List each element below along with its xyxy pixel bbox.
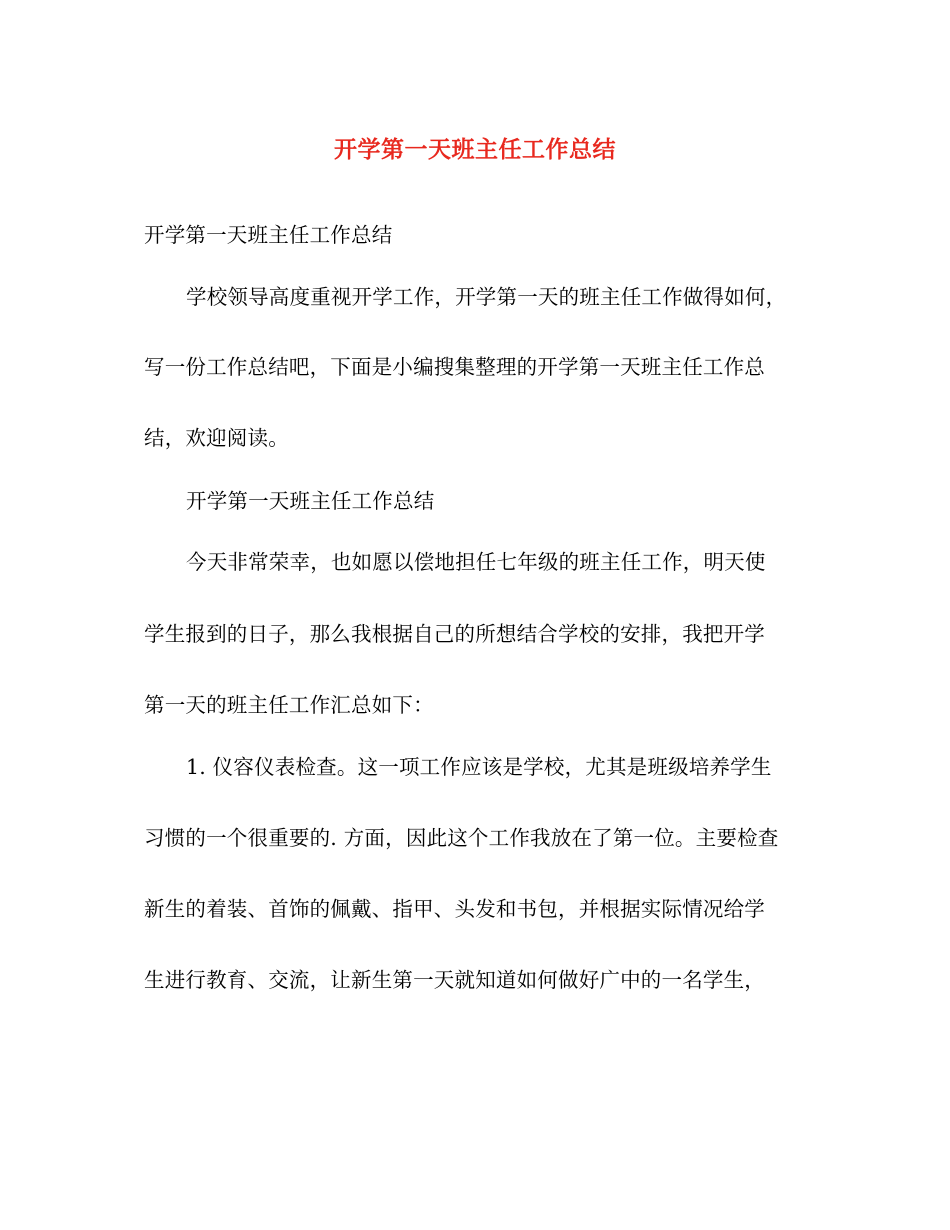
subtitle-line: 开学第一天班主任工作总结 bbox=[144, 223, 393, 247]
document-title: 开学第一天班主任工作总结 bbox=[334, 136, 616, 163]
paragraph-line: 结，欢迎阅读。 bbox=[144, 426, 289, 450]
paragraph-line: 习惯的一个很重要的. 方面，因此这个工作我放在了第一位。主要检查 bbox=[144, 826, 779, 850]
paragraph-line: 今天非常荣幸，也如愿以偿地担任七年级的班主任工作，明天使 bbox=[186, 550, 766, 574]
paragraph-line: 学校领导高度重视开学工作，开学第一天的班主任工作做得如何， bbox=[186, 285, 787, 309]
paragraph-line: 学生报到的日子，那么我根据自己的所想结合学校的安排，我把开学 bbox=[144, 622, 765, 646]
paragraph-line: 生进行教育、交流，让新生第一天就知道如何做好广中的一名学生， bbox=[144, 968, 765, 992]
section-heading: 开学第一天班主任工作总结 bbox=[186, 489, 435, 513]
paragraph-line: 写一份工作总结吧，下面是小编搜集整理的开学第一天班主任工作总 bbox=[144, 355, 765, 379]
paragraph-line: 1. 仪容仪表检查。这一项工作应该是学校，尤其是班级培养学生 bbox=[186, 755, 772, 779]
paragraph-line: 新生的着装、首饰的佩戴、指甲、头发和书包，并根据实际情况给学 bbox=[144, 897, 765, 921]
paragraph-line: 第一天的班主任工作汇总如下： bbox=[144, 693, 434, 717]
